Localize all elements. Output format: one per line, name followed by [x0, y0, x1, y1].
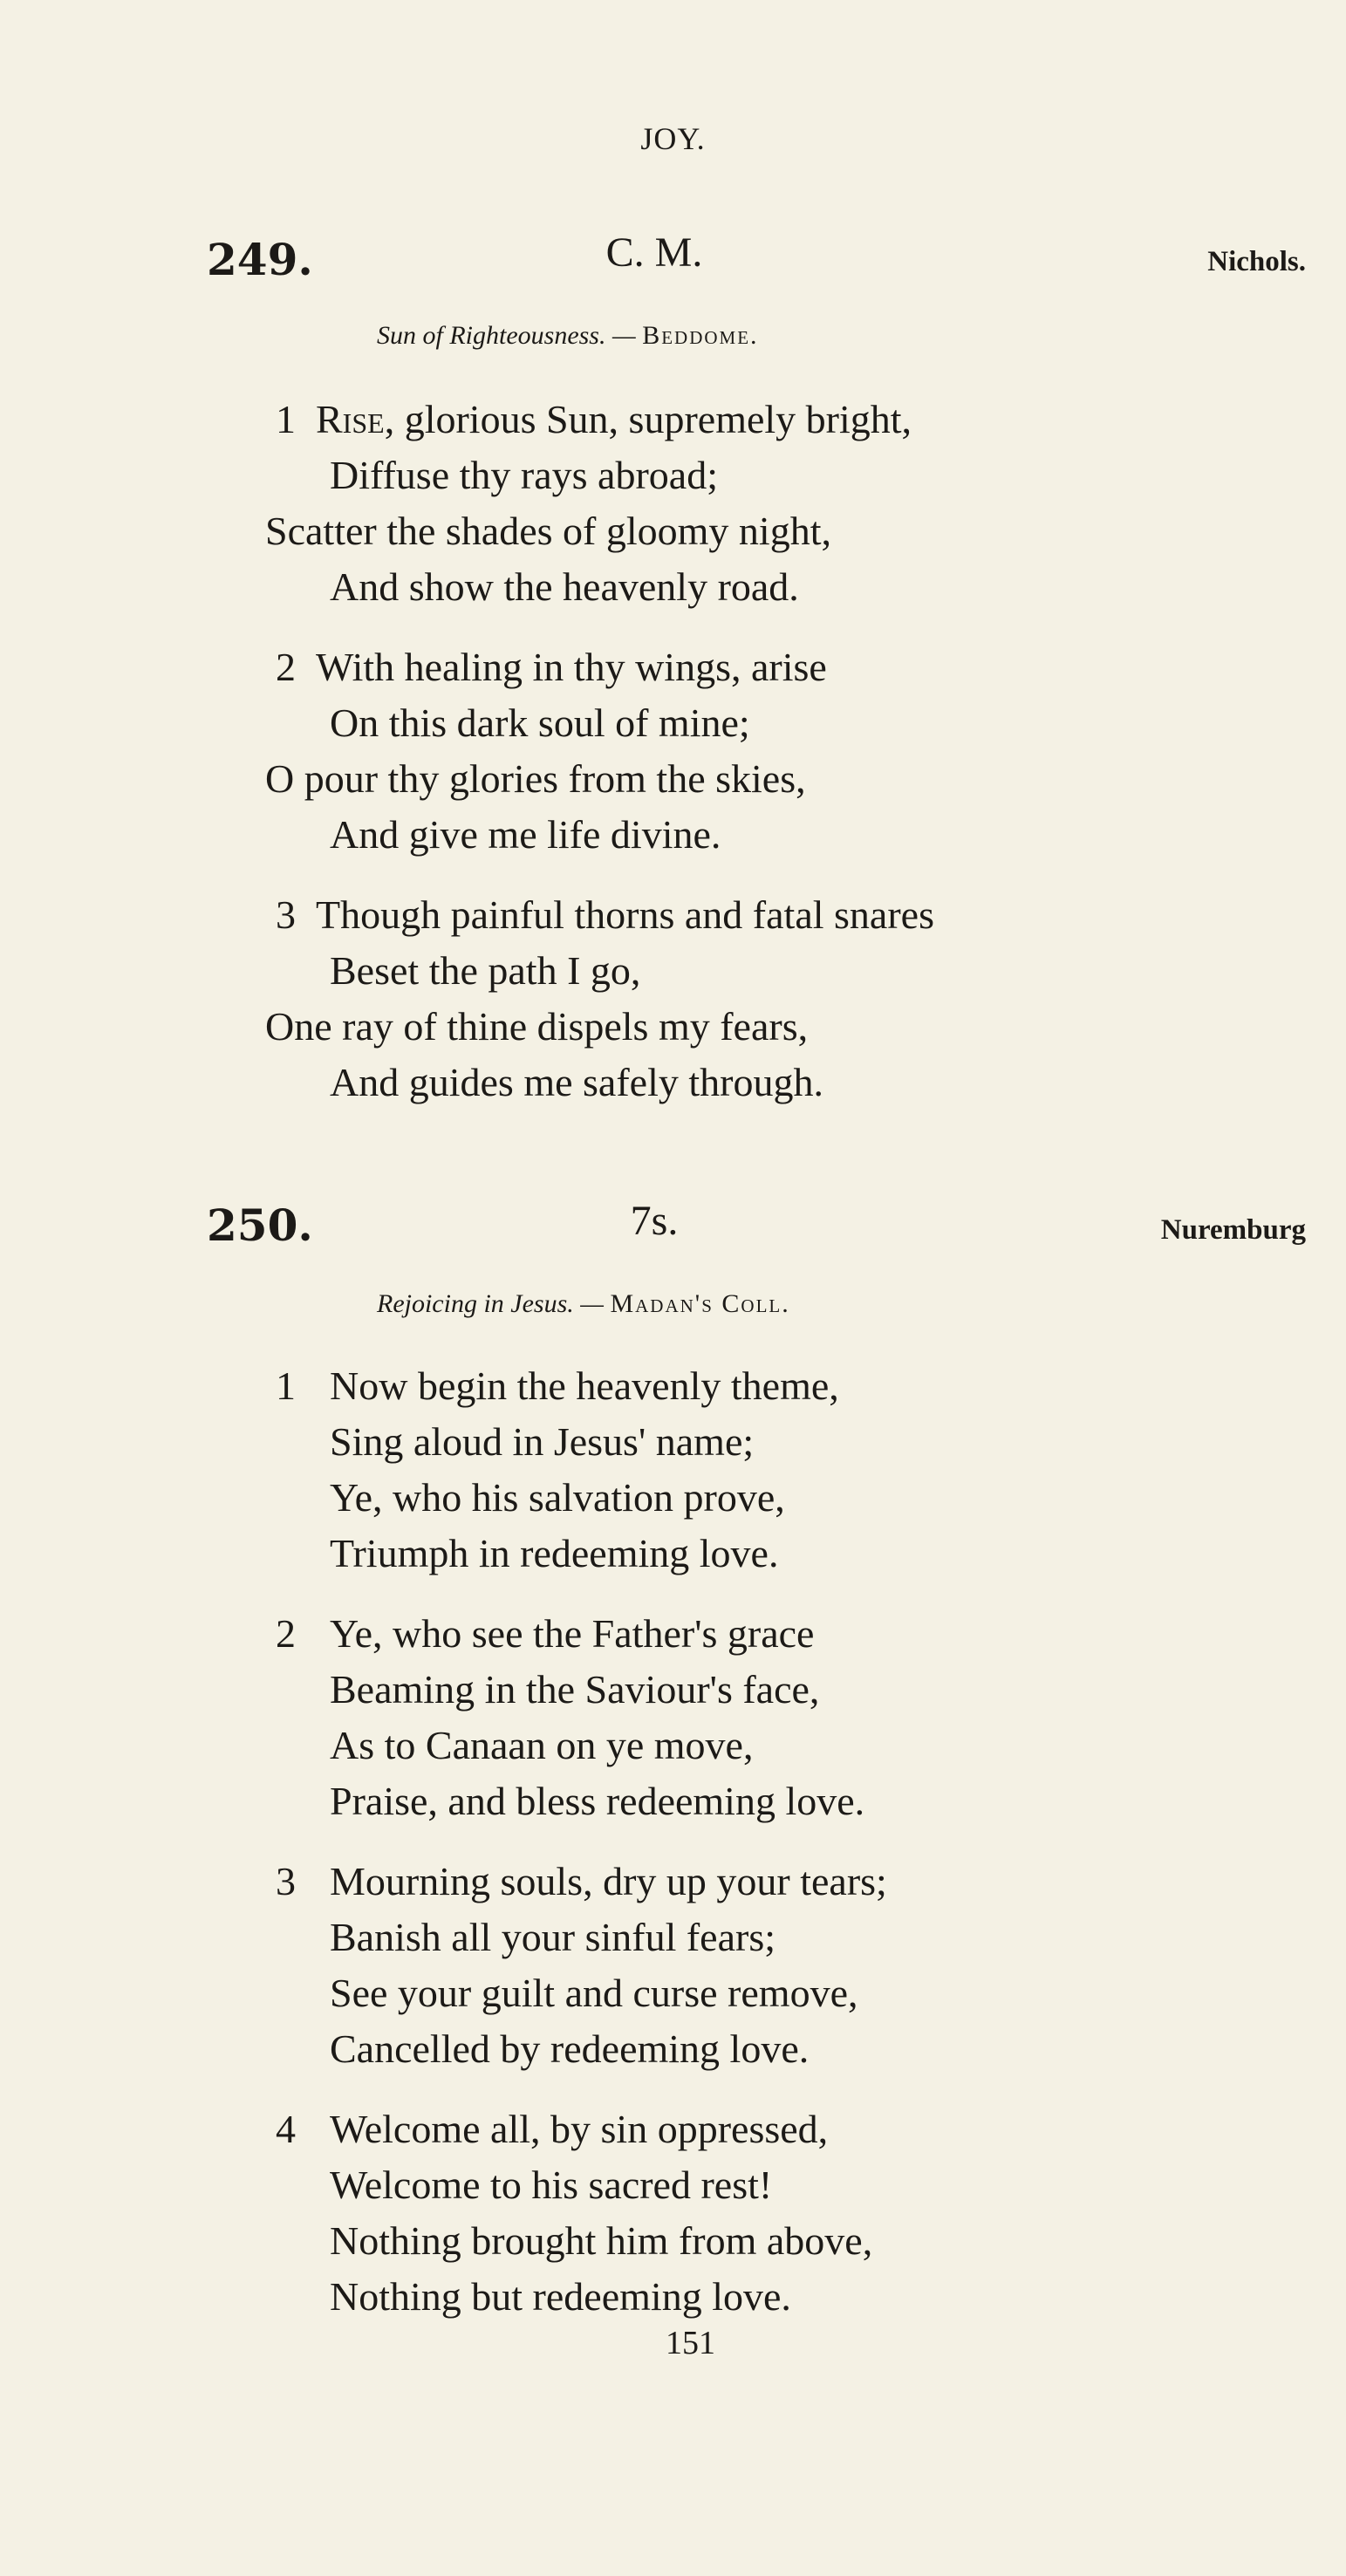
- stanza-number: 4: [276, 2107, 296, 2151]
- tune-name: Nichols.: [1207, 246, 1306, 277]
- source-dash: —: [605, 321, 643, 350]
- page-number: 151: [666, 2325, 715, 2361]
- verse-line: With healing in thy wings, arise: [316, 645, 827, 689]
- stanza-number: 2: [276, 1611, 296, 1656]
- source-author: Beddome.: [642, 321, 759, 350]
- verse-line: And give me life divine.: [330, 812, 721, 857]
- verse-line: Welcome all, by sin oppressed,: [330, 2107, 829, 2151]
- verse-line: Sing aloud in Jesus' name;: [330, 1419, 755, 1464]
- verse-line: See your guilt and curse remove,: [330, 1971, 858, 2015]
- hymn-number: 250.: [207, 1199, 313, 1251]
- verse-line: Praise, and bless redeeming love.: [330, 1779, 865, 1823]
- verse-line: Banish all your sinful fears;: [330, 1915, 776, 1959]
- stanza-number: 2: [276, 645, 296, 689]
- verse-line: Rise, glorious Sun, supremely bright,: [316, 397, 912, 441]
- verse-line: Welcome to his sacred rest!: [330, 2163, 773, 2207]
- verse-line: Ye, who see the Father's grace: [330, 1611, 815, 1656]
- verse-line: One ray of thine dispels my fears,: [265, 1004, 809, 1049]
- hymn-meter: 7s.: [630, 1198, 679, 1244]
- stanza-number: 1: [276, 1363, 296, 1408]
- source-author: Madan's Coll.: [610, 1289, 790, 1318]
- verse-line: Beset the path I go,: [330, 948, 641, 993]
- verse-line: As to Canaan on ye move,: [330, 1723, 754, 1767]
- verse-line: On this dark soul of mine;: [330, 700, 750, 745]
- stanza-number: 1: [276, 397, 296, 441]
- source-title: Sun of Righteousness.: [377, 321, 606, 350]
- stanza-number: 3: [276, 1859, 296, 1903]
- verse-line: O pour thy glories from the skies,: [265, 756, 806, 801]
- verse-line: And show the heavenly road.: [330, 564, 799, 609]
- source-dash: —: [573, 1289, 611, 1318]
- verse-line: Now begin the heavenly theme,: [330, 1363, 839, 1408]
- hymn-source: [377, 1289, 790, 1319]
- verse-line: Beaming in the Saviour's face,: [330, 1667, 820, 1712]
- hymn-meter: C. M.: [605, 229, 703, 276]
- hymn-number: 249.: [207, 234, 313, 285]
- stanza-number: 3: [276, 892, 296, 937]
- verse-line: Diffuse thy rays abroad;: [330, 453, 718, 497]
- verse-line: And guides me safely through.: [330, 1060, 823, 1104]
- verse-line: Cancelled by redeeming love.: [330, 2026, 810, 2071]
- verse-line: Scatter the shades of gloomy night,: [265, 509, 831, 553]
- running-head: JOY.: [640, 121, 706, 156]
- source-title: Rejoicing in Jesus.: [377, 1289, 574, 1318]
- verse-line: Nothing but redeeming love.: [330, 2274, 791, 2319]
- verse-line: Ye, who his salvation prove,: [330, 1475, 785, 1520]
- tune-name: Nuremburg: [1160, 1214, 1306, 1246]
- verse-line: Triumph in redeeming love.: [330, 1531, 779, 1575]
- verse-line: Nothing brought him from above,: [330, 2218, 873, 2263]
- verse-line: Mourning souls, dry up your tears;: [330, 1859, 887, 1903]
- verse-line: Though painful thorns and fatal snares: [316, 892, 934, 937]
- hymn-source: [377, 321, 759, 351]
